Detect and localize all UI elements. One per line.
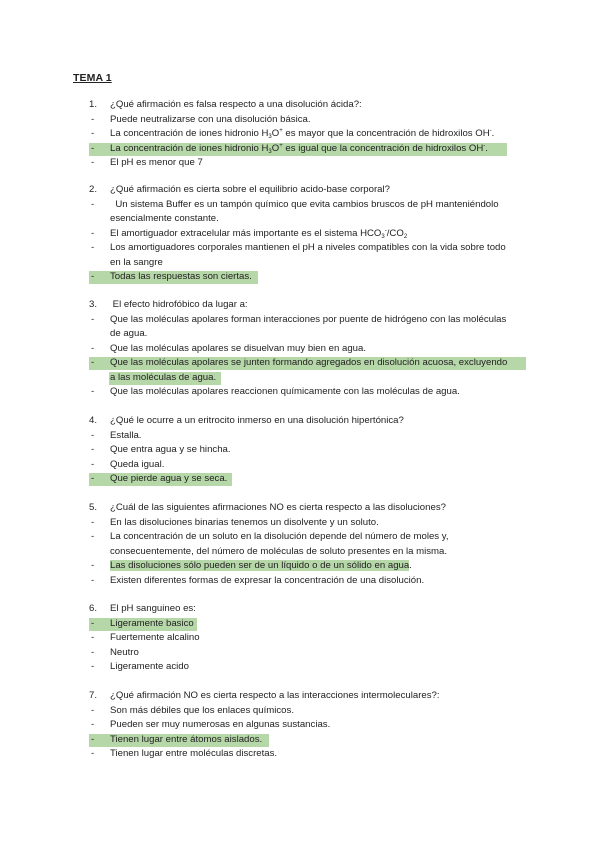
- question-block-5: [0, 501, 600, 588]
- bullet-dash: -: [91, 313, 95, 325]
- option-item-highlighted: [0, 472, 600, 487]
- option-text: El pH es menor que 7: [110, 157, 203, 168]
- bullet-dash: -: [91, 646, 95, 658]
- question-line: [0, 602, 600, 617]
- option-item: [0, 747, 600, 762]
- option-text: de agua.: [110, 328, 148, 339]
- option-item: [0, 718, 600, 733]
- question-line: [0, 414, 600, 429]
- bullet-dash: -: [91, 227, 95, 239]
- option-item: [0, 198, 600, 213]
- option-item: [0, 342, 600, 357]
- option-text: Que pierde agua y se seca.: [110, 473, 228, 484]
- question-block-6: [0, 602, 600, 675]
- bullet-dash: -: [91, 704, 95, 716]
- question-line: [0, 98, 600, 113]
- question-text: ¿Qué le ocurre a un eritrocito inmerso en una disolución hipertónica?: [110, 415, 404, 426]
- bullet-dash: -: [91, 142, 95, 154]
- option-item: [0, 227, 600, 242]
- option-item-highlighted: [0, 733, 600, 748]
- bullet-dash: -: [91, 516, 95, 528]
- option-text: Pueden ser muy numerosas en algunas sustancias.: [110, 719, 331, 730]
- bullet-dash: -: [91, 157, 95, 168]
- question-line: [0, 501, 600, 516]
- option-text: Tienen lugar entre moléculas discretas.: [110, 748, 278, 759]
- question-block-1: [0, 98, 600, 171]
- option-item: [0, 704, 600, 719]
- question-number: 4.: [89, 415, 98, 426]
- option-item: [0, 313, 600, 328]
- option-item: [0, 241, 600, 256]
- option-item: [0, 574, 600, 589]
- section-title: TEMA 1: [73, 72, 112, 84]
- option-text: La concentración de iones hidronio $H_3O^+$ es mayor que la concentración de hidroxilos OH-.: [110, 128, 495, 140]
- bullet-dash: -: [91, 661, 95, 672]
- bullet-dash: -: [91, 473, 95, 484]
- option-text: Queda igual.: [110, 458, 165, 470]
- option-text: En las disoluciones binarias tenemos un disolvente y un soluto.: [110, 516, 379, 528]
- bullet-dash: -: [91, 386, 95, 397]
- bullet-dash: -: [91, 271, 95, 282]
- bullet-dash: -: [91, 357, 95, 368]
- option-item: [0, 127, 600, 142]
- option-text: Fuertemente alcalino: [110, 632, 200, 643]
- bullet-dash: -: [91, 531, 95, 542]
- option-item: [0, 429, 600, 444]
- question-number: 2.: [89, 184, 98, 195]
- option-item: [0, 156, 600, 171]
- bullet-dash: -: [91, 719, 95, 730]
- option-text: Tienen lugar entre átomos aislados.: [110, 733, 263, 745]
- option-text: Que las moléculas apolares reaccionen químicamente con las moléculas de agua.: [110, 386, 460, 397]
- option-item: [0, 113, 600, 128]
- option-text: Existen diferentes formas de expresar la concentración de una disolución.: [110, 574, 425, 586]
- bullet-dash: -: [91, 113, 95, 125]
- question-line: [0, 689, 600, 704]
- question-block-3: [0, 298, 600, 400]
- question-text: ¿Qué afirmación NO es cierta respecto a las interacciones intermoleculares?:: [110, 690, 440, 701]
- question-block-2: [0, 183, 600, 285]
- option-item: [0, 660, 600, 675]
- option-item-continuation: [0, 256, 600, 271]
- option-text: La concentración de un soluto en la disolución depende del número de moles y,: [110, 531, 449, 542]
- option-item: [0, 516, 600, 531]
- option-text: Todas las respuestas son ciertas.: [110, 271, 252, 282]
- question-number: 1.: [89, 99, 98, 110]
- option-text: Las disoluciones sólo pueden ser de un líquido o de un sólido en agua.: [110, 560, 412, 571]
- bullet-dash: -: [91, 128, 95, 139]
- option-text: consecuentemente, del número de moléculas de soluto presentes en la misma.: [110, 545, 448, 557]
- question-text: ¿Qué afirmación es falsa respecto a una disolución ácida?:: [110, 99, 362, 110]
- question-number: 5.: [89, 502, 98, 513]
- question-text: El pH sanguineo es:: [110, 603, 196, 614]
- option-text: en la sangre: [110, 256, 163, 268]
- option-text: Puede neutralizarse con una disolución básica.: [110, 113, 311, 125]
- option-item-highlighted: [0, 617, 600, 632]
- bullet-dash: -: [91, 429, 95, 441]
- question-text: ¿Qué afirmación es cierta sobre el equilibrio acido-base corporal?: [110, 184, 390, 195]
- bullet-dash: -: [91, 632, 95, 643]
- bullet-dash: -: [91, 444, 95, 455]
- option-text: Ligeramente acido: [110, 661, 189, 672]
- highlighted-text: Las disoluciones sólo pueden ser de un líquido o de un sólido en agua: [110, 560, 410, 571]
- bullet-dash: -: [91, 342, 95, 354]
- option-item: [0, 646, 600, 661]
- question-block-4: [0, 414, 600, 487]
- option-text: Son más débiles que los enlaces químicos.: [110, 704, 294, 716]
- option-item-highlighted: [0, 559, 600, 574]
- option-item-continuation: [0, 327, 600, 342]
- option-item-continuation: [0, 545, 600, 560]
- bullet-dash: -: [91, 458, 95, 470]
- question-number: 6.: [89, 603, 98, 614]
- option-item: [0, 530, 600, 545]
- option-text: Neutro: [110, 646, 139, 658]
- question-number: 7.: [89, 690, 98, 701]
- option-item: [0, 443, 600, 458]
- option-text: esencialmente constante.: [110, 213, 219, 224]
- option-item: [0, 458, 600, 473]
- bullet-dash: -: [91, 617, 95, 629]
- question-line: [0, 298, 600, 313]
- question-text: El efecto hidrofóbico da lugar a:: [110, 299, 248, 310]
- bullet-dash: -: [91, 560, 95, 571]
- option-item-highlighted: [0, 270, 600, 285]
- option-item-highlighted: [0, 142, 600, 157]
- bullet-dash: -: [91, 733, 95, 745]
- bullet-dash: -: [91, 748, 95, 759]
- option-item-continuation-highlighted: [0, 371, 600, 386]
- option-text: Estalla.: [110, 429, 142, 441]
- option-text: Un sistema Buffer es un tampón químico que evita cambios bruscos de pH manteniéndolo: [110, 198, 499, 210]
- option-text: Los amortiguadores corporales mantienen el pH a niveles compatibles con la vida sobre todo: [110, 242, 506, 253]
- option-text: Ligeramente basico: [110, 617, 194, 629]
- option-text: La concentración de iones hidronio $H_3O^+$ es igual que la concentración de hidroxilos OH-.: [110, 142, 488, 155]
- bullet-dash: -: [91, 242, 95, 253]
- bullet-dash: -: [91, 574, 95, 586]
- option-text: Que entra agua y se hincha.: [110, 444, 231, 455]
- option-text: Que las moléculas apolares se disuelvan muy bien en agua.: [110, 342, 366, 354]
- option-item: [0, 385, 600, 400]
- option-item-highlighted: [0, 356, 600, 371]
- option-text: Que las moléculas apolares se junten formando agregados en disolución acuosa, excluyendo: [110, 357, 508, 368]
- question-line: [0, 183, 600, 198]
- option-item: [0, 631, 600, 646]
- question-number: 3.: [89, 299, 98, 310]
- option-text: El amortiguador extracelular más importante es el sistema $HCO_3^-/CO_2$: [110, 227, 408, 240]
- question-block-7: [0, 689, 600, 762]
- bullet-dash: -: [91, 198, 95, 210]
- option-item-continuation: [0, 212, 600, 227]
- option-text: a las moléculas de agua.: [110, 371, 217, 383]
- question-text: ¿Cuál de las siguientes afirmaciones NO es cierta respecto a las disoluciones?: [110, 502, 446, 513]
- option-text: Que las moléculas apolares forman interacciones por puente de hidrógeno con las moléculas: [110, 313, 507, 325]
